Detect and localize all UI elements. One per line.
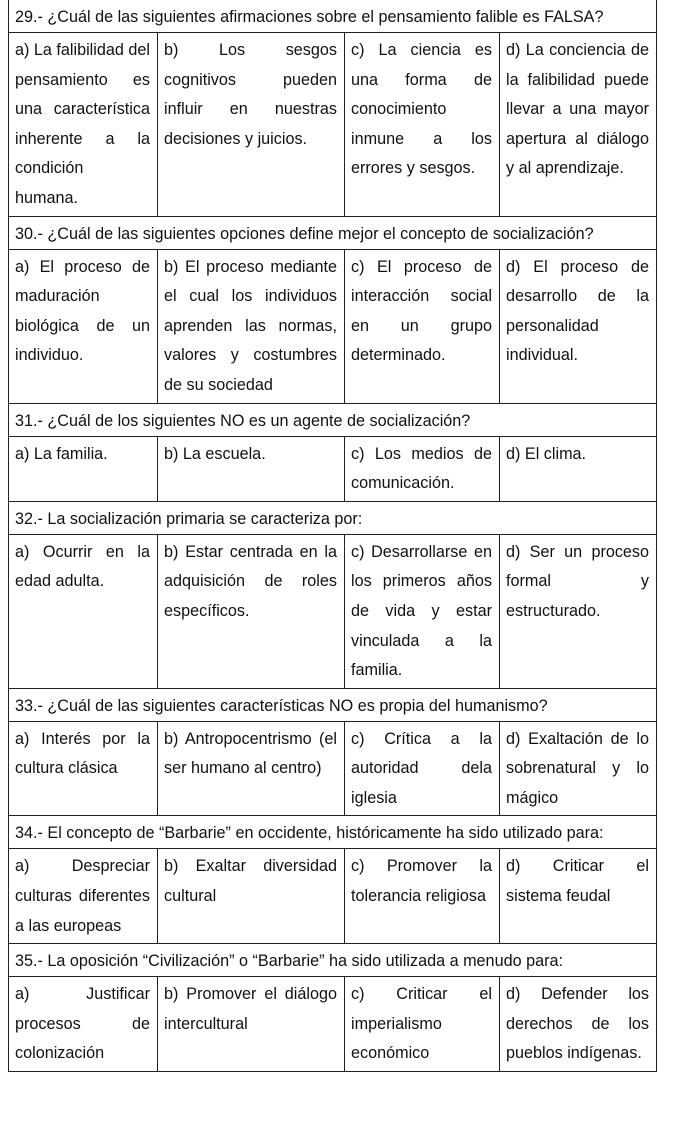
- option-a: a) Despreciar culturas diferentes a las europeas: [9, 849, 158, 944]
- option-b: b) Estar centrada en la adquisición de roles específicos.: [158, 534, 345, 688]
- option-d: d) Ser un proceso formal y estructurado.: [500, 534, 657, 688]
- question-text: 34.- El concepto de “Barbarie” en occidente, históricamente ha sido utilizado para:: [9, 816, 657, 849]
- option-d: d) Criticar el sistema feudal: [500, 849, 657, 944]
- option-a: a) Justificar procesos de colonización: [9, 977, 158, 1072]
- quiz-table: [8, 0, 657, 1072]
- option-b: b) Los sesgos cognitivos pueden influir en nuestras decisiones y juicios.: [158, 33, 345, 217]
- options-row: [9, 721, 657, 816]
- option-a: a) El proceso de maduración biológica de un individuo.: [9, 249, 158, 403]
- options-row: [9, 33, 657, 217]
- option-a: a) La familia.: [9, 436, 158, 501]
- options-row: [9, 436, 657, 501]
- option-d: d) Defender los derechos de los pueblos indígenas.: [500, 977, 657, 1072]
- question-text: 35.- La oposición “Civilización” o “Barbarie” ha sido utilizada a menudo para:: [9, 944, 657, 977]
- option-d: d) El clima.: [500, 436, 657, 501]
- question-row: [9, 816, 657, 849]
- question-row: [9, 0, 657, 33]
- option-c: c) Los medios de comunicación.: [345, 436, 500, 501]
- question-row: [9, 688, 657, 721]
- options-row: [9, 977, 657, 1072]
- option-b: b) Exaltar diversidad cultural: [158, 849, 345, 944]
- option-b: b) El proceso mediante el cual los individuos aprenden las normas, valores y costumbres de su sociedad: [158, 249, 345, 403]
- option-d: d) El proceso de desarrollo de la personalidad individual.: [500, 249, 657, 403]
- question-text: 31.- ¿Cuál de los siguientes NO es un agente de socialización?: [9, 403, 657, 436]
- question-row: [9, 216, 657, 249]
- options-row: [9, 849, 657, 944]
- options-row: [9, 534, 657, 688]
- option-c: c) Desarrollarse en los primeros años de vida y estar vinculada a la familia.: [345, 534, 500, 688]
- option-b: b) La escuela.: [158, 436, 345, 501]
- option-a: a) La falibilidad del pensamiento es una característica inherente a la condición humana.: [9, 33, 158, 217]
- option-b: b) Antropocentrismo (el ser humano al centro): [158, 721, 345, 816]
- option-a: a) Interés por la cultura clásica: [9, 721, 158, 816]
- option-c: c) Criticar el imperialismo económico: [345, 977, 500, 1072]
- question-text: 33.- ¿Cuál de las siguientes características NO es propia del humanismo?: [9, 688, 657, 721]
- option-d: d) Exaltación de lo sobrenatural y lo mágico: [500, 721, 657, 816]
- options-row: [9, 249, 657, 403]
- question-text: 29.- ¿Cuál de las siguientes afirmaciones sobre el pensamiento falible es FALSA?: [9, 0, 657, 33]
- option-c: c) La ciencia es una forma de conocimiento inmune a los errores y sesgos.: [345, 33, 500, 217]
- option-a: a) Ocurrir en la edad adulta.: [9, 534, 158, 688]
- question-row: [9, 403, 657, 436]
- question-row: [9, 501, 657, 534]
- option-d: d) La conciencia de la falibilidad puede llevar a una mayor apertura al diálogo y al aprendizaje.: [500, 33, 657, 217]
- question-text: 32.- La socialización primaria se caracteriza por:: [9, 501, 657, 534]
- option-b: b) Promover el diálogo intercultural: [158, 977, 345, 1072]
- option-c: c) El proceso de interacción social en un grupo determinado.: [345, 249, 500, 403]
- option-c: c) Promover la tolerancia religiosa: [345, 849, 500, 944]
- question-row: [9, 944, 657, 977]
- option-c: c) Crítica a la autoridad dela iglesia: [345, 721, 500, 816]
- question-text: 30.- ¿Cuál de las siguientes opciones define mejor el concepto de socialización?: [9, 216, 657, 249]
